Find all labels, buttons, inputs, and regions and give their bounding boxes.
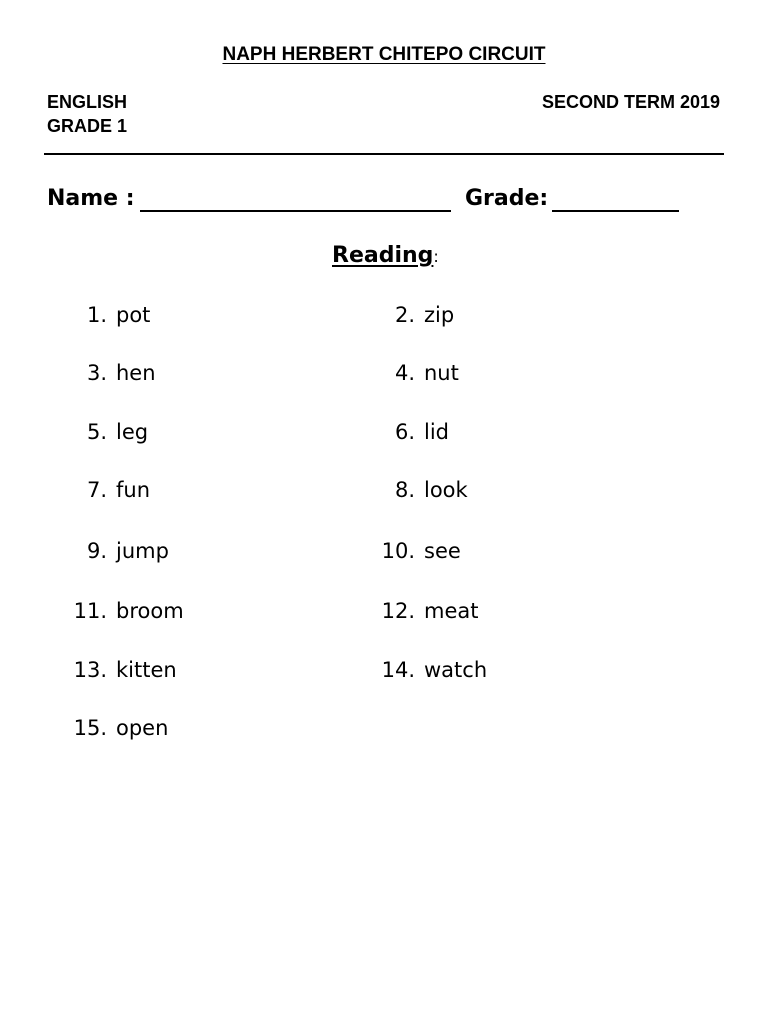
name-label: Name : xyxy=(47,186,135,211)
item-word: fun xyxy=(116,478,151,502)
header-divider xyxy=(44,153,724,155)
reading-item-5 xyxy=(61,418,148,446)
reading-item-4 xyxy=(369,359,459,387)
item-number: 9. xyxy=(86,539,107,563)
subject-label: ENGLISH xyxy=(47,92,128,112)
item-word: watch xyxy=(424,658,488,682)
reading-item-9 xyxy=(61,537,169,565)
item-number: 6. xyxy=(394,420,415,444)
item-number: 11. xyxy=(73,599,107,623)
reading-item-15 xyxy=(61,714,168,742)
worksheet-title: NAPH HERBERT CHITEPO CIRCUIT xyxy=(222,44,546,65)
item-word: leg xyxy=(116,420,149,444)
item-number: 2. xyxy=(394,303,415,327)
reading-item-12 xyxy=(369,597,478,625)
reading-item-13 xyxy=(61,656,177,684)
item-word: meat xyxy=(424,599,479,623)
item-number: 10. xyxy=(381,539,415,563)
item-number: 7. xyxy=(86,478,107,502)
reading-item-14 xyxy=(369,656,487,684)
item-word: nut xyxy=(424,361,459,385)
reading-item-7 xyxy=(61,476,150,504)
reading-item-10 xyxy=(369,537,461,565)
item-number: 8. xyxy=(394,478,415,502)
item-word: lid xyxy=(424,420,449,444)
term-label: SECOND TERM 2019 xyxy=(541,92,720,112)
grade-level-label: GRADE 1 xyxy=(47,116,128,136)
item-word: kitten xyxy=(116,658,177,682)
name-blank-line xyxy=(140,210,451,212)
item-number: 13. xyxy=(73,658,107,682)
reading-item-11 xyxy=(61,597,184,625)
item-number: 4. xyxy=(394,361,415,385)
item-number: 1. xyxy=(86,303,107,327)
item-number: 15. xyxy=(73,716,107,740)
item-word: broom xyxy=(116,599,184,623)
reading-heading xyxy=(332,241,439,272)
reading-item-3 xyxy=(61,359,156,387)
grade-blank-line xyxy=(552,210,679,212)
item-number: 3. xyxy=(86,361,107,385)
item-number: 12. xyxy=(381,599,415,623)
reading-item-6 xyxy=(369,418,449,446)
item-word: look xyxy=(424,478,468,502)
reading-item-8 xyxy=(369,476,468,504)
reading-item-2 xyxy=(369,301,454,329)
reading-heading-colon: : xyxy=(433,247,439,266)
item-number: 5. xyxy=(86,420,107,444)
reading-item-1 xyxy=(61,301,150,329)
grade-field-label: Grade: xyxy=(465,186,549,211)
item-word: open xyxy=(116,716,169,740)
item-word: pot xyxy=(116,303,151,327)
item-word: see xyxy=(424,539,461,563)
item-word: zip xyxy=(424,303,455,327)
item-word: hen xyxy=(116,361,156,385)
item-word: jump xyxy=(116,539,169,563)
reading-heading-text: Reading xyxy=(332,243,434,268)
item-number: 14. xyxy=(381,658,415,682)
